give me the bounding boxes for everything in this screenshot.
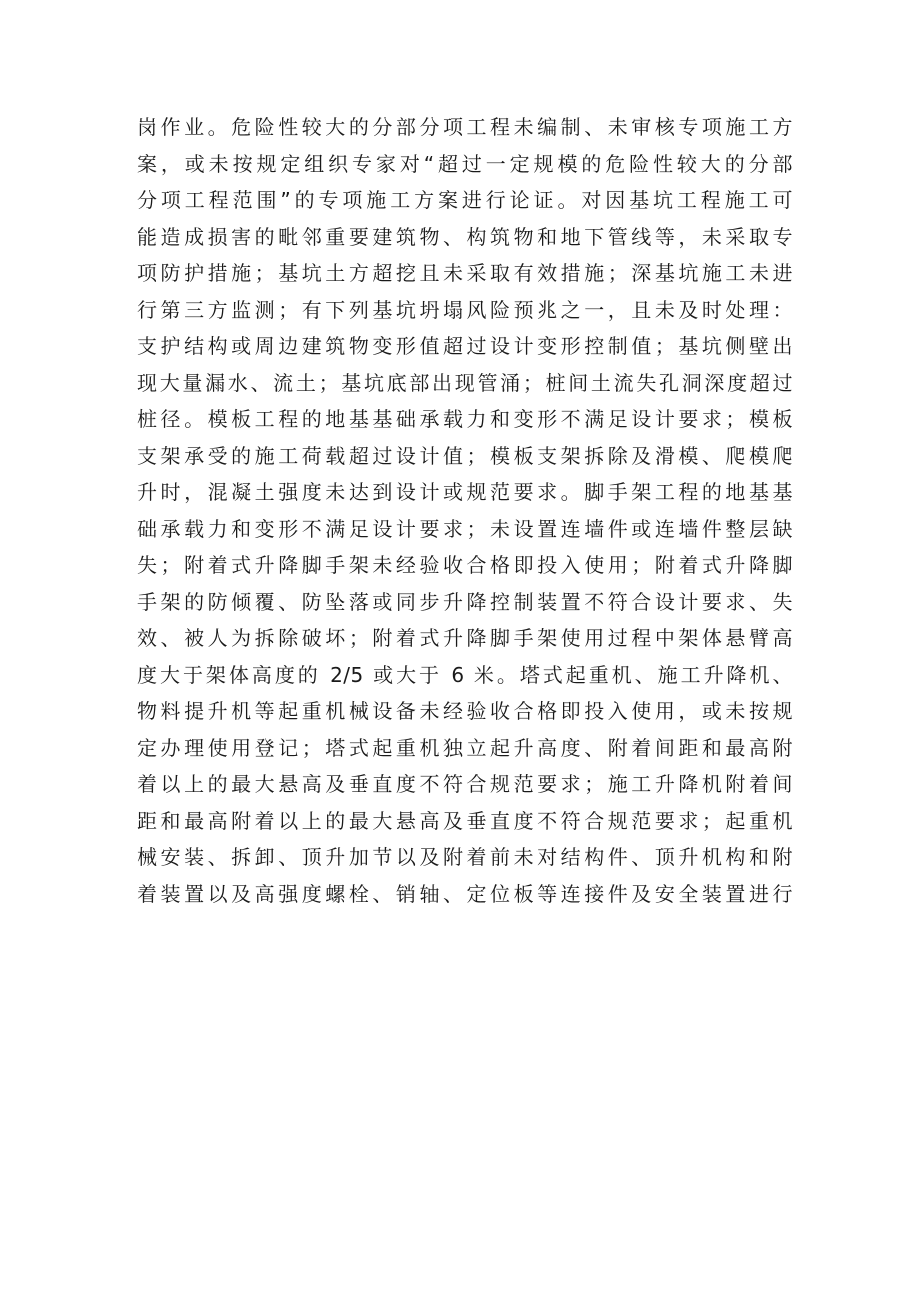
text-line: 着装置以及高强度螺栓、销轴、定位板等连接件及安全装置进行 <box>137 881 793 906</box>
text-line: 支护结构或周边建筑物变形值超过设计变形控制值；基坑侧壁出 <box>137 334 793 358</box>
body-paragraph <box>137 109 793 912</box>
text-line: 失；附着式升降脚手架未经验收合格即投入使用；附着式升降脚 <box>137 553 793 577</box>
text-line: 能造成损害的毗邻重要建筑物、构筑物和地下管线等，未采取专 <box>137 224 793 249</box>
text-line: 桩径。模板工程的地基基础承载力和变形不满足设计要求；模板 <box>137 407 793 431</box>
text-line: 手架的防倾覆、防坠落或同步升降控制装置不符合设计要求、失 <box>137 589 793 614</box>
text-line: 度大于架体高度的 2/5 或大于 6 米。塔式起重机、施工升降机、 <box>137 662 793 687</box>
text-line: 础承载力和变形不满足设计要求；未设置连墙件或连墙件整层缺 <box>137 516 793 541</box>
text-line: 岗作业。危险性较大的分部分项工程未编制、未审核专项施工方 <box>137 115 793 139</box>
text-line: 项防护措施；基坑土方超挖且未采取有效措施；深基坑施工未进 <box>137 261 793 285</box>
text-line: 支架承受的施工荷载超过设计值；模板支架拆除及滑模、爬模爬 <box>137 443 793 468</box>
text-line: 升时，混凝土强度未达到设计或规范要求。脚手架工程的地基基 <box>137 480 793 504</box>
text-line: 距和最高附着以上的最大悬高及垂直度不符合规范要求；起重机 <box>137 808 793 833</box>
text-line: 分项工程范围”的专项施工方案进行论证。对因基坑工程施工可 <box>137 188 793 212</box>
text-line: 效、被人为拆除破坏；附着式升降脚手架使用过程中架体悬臂高 <box>137 626 793 650</box>
text-line: 现大量漏水、流土；基坑底部出现管涌；桩间土流失孔洞深度超过 <box>137 370 793 395</box>
text-line: 行第三方监测；有下列基坑坍塌风险预兆之一，且未及时处理： <box>137 297 793 322</box>
text-line: 着以上的最大悬高及垂直度不符合规范要求；施工升降机附着间 <box>137 772 793 796</box>
text-line: 物料提升机等起重机械设备未经验收合格即投入使用，或未按规 <box>137 699 793 723</box>
text-line: 案，或未按规定组织专家对“超过一定规模的危险性较大的分部 <box>137 151 793 176</box>
text-line: 定办理使用登记；塔式起重机独立起升高度、附着间距和最高附 <box>137 735 793 760</box>
text-line: 械安装、拆卸、顶升加节以及附着前未对结构件、顶升机构和附 <box>137 845 793 869</box>
